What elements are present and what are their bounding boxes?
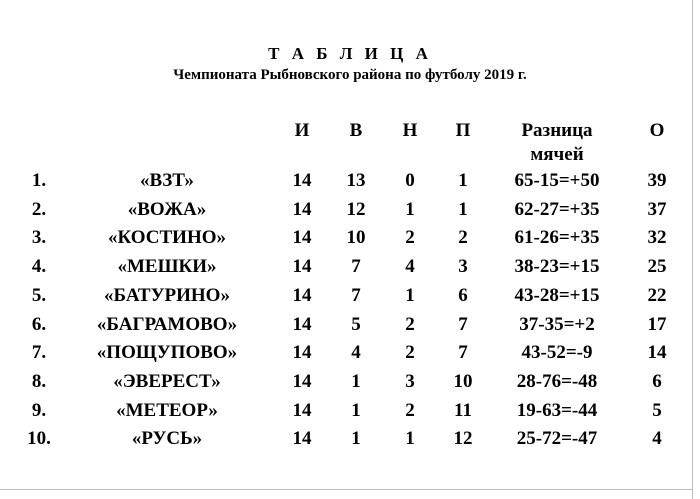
wins-count: 5: [351, 313, 361, 335]
losses-count: 6: [458, 284, 468, 306]
points-total: 17: [647, 313, 667, 335]
table-row: [0, 314, 700, 342]
team-name: «БАТУРИНО»: [104, 284, 230, 306]
losses-count: 2: [458, 227, 468, 249]
team-name: «БАГРАМОВО»: [96, 313, 238, 335]
team-name: «МЕШКИ»: [117, 256, 217, 278]
points-total: 6: [652, 370, 662, 392]
losses-count: 1: [458, 170, 468, 191]
table-title: Т А Б Л И Ц А: [268, 44, 432, 63]
goal-difference: 28-76=-48: [516, 370, 598, 392]
games-played: 14: [292, 428, 312, 450]
games-played: 14: [292, 370, 312, 392]
position-number: 3.: [31, 227, 47, 249]
goal-difference: 25-72=-47: [516, 428, 598, 450]
team-name: «КОСТИНО»: [107, 227, 227, 249]
losses-count: 12: [453, 428, 473, 450]
team-name: «МЕТЕОР»: [116, 399, 218, 421]
wins-count: 1: [351, 399, 361, 421]
position-number: 2.: [31, 198, 47, 220]
header-losses: П: [455, 120, 471, 141]
position-number: 4.: [31, 256, 47, 278]
goal-difference: 37-35=+2: [519, 313, 595, 335]
table-row: [0, 170, 700, 198]
wins-count: 12: [346, 198, 366, 220]
position-number: 7.: [31, 342, 47, 364]
losses-count: 3: [458, 256, 468, 278]
points-total: 25: [647, 256, 667, 278]
points-total: 5: [652, 399, 662, 421]
goal-difference: 38-23=+15: [514, 256, 600, 278]
draws-count: 2: [405, 399, 415, 421]
points-total: 37: [647, 198, 667, 220]
position-number: 8.: [31, 370, 47, 392]
table-row: [0, 400, 700, 428]
losses-count: 7: [458, 342, 468, 364]
table-row: [0, 428, 700, 456]
points-total: 32: [647, 227, 667, 249]
goal-difference: 43-52=-9: [521, 342, 593, 364]
draws-count: 1: [405, 198, 415, 220]
points-total: 39: [647, 170, 667, 191]
points-total: 22: [647, 284, 667, 306]
wins-count: 10: [346, 227, 366, 249]
draws-count: 2: [405, 227, 415, 249]
goal-difference: 61-26=+35: [514, 227, 600, 249]
losses-count: 7: [458, 313, 468, 335]
goal-difference: 43-28=+15: [514, 284, 600, 306]
losses-count: 1: [458, 198, 468, 220]
draws-count: 3: [405, 370, 415, 392]
wins-count: 7: [351, 284, 361, 306]
wins-count: 7: [351, 256, 361, 278]
team-name: «РУСЬ»: [131, 428, 203, 450]
goal-difference: 65-15=+50: [514, 170, 600, 191]
draws-count: 4: [405, 256, 415, 278]
games-played: 14: [292, 198, 312, 220]
points-total: 14: [647, 342, 667, 364]
table-row: [0, 371, 700, 399]
header-goal-diff-line2: мячей: [530, 144, 584, 165]
table-row: [0, 285, 700, 313]
header-draws: Н: [402, 120, 418, 141]
position-number: 6.: [31, 313, 47, 335]
games-played: 14: [292, 313, 312, 335]
draws-count: 2: [405, 342, 415, 364]
games-played: 14: [292, 256, 312, 278]
wins-count: 1: [351, 428, 361, 450]
team-name: «ВЗТ»: [140, 170, 194, 191]
draws-count: 2: [405, 313, 415, 335]
table-subtitle: Чемпионата Рыбновского района по футболу 2019 г.: [173, 67, 527, 83]
wins-count: 4: [351, 342, 361, 364]
games-played: 14: [292, 227, 312, 249]
losses-count: 11: [454, 399, 472, 421]
draws-count: 1: [405, 428, 415, 450]
draws-count: 1: [405, 284, 415, 306]
wins-count: 1: [351, 370, 361, 392]
draws-count: 0: [405, 170, 415, 191]
team-name: «ЭВЕРЕСТ»: [113, 370, 221, 392]
wins-count: 13: [346, 170, 366, 191]
team-name: «ПОЩУПОВО»: [96, 342, 238, 364]
games-played: 14: [292, 170, 312, 191]
position-number: 1.: [31, 170, 47, 191]
position-number: 5.: [31, 284, 47, 306]
losses-count: 10: [453, 370, 473, 392]
games-played: 14: [292, 399, 312, 421]
table-row: [0, 227, 700, 255]
table-row: [0, 199, 700, 227]
header-games: И: [294, 120, 310, 141]
games-played: 14: [292, 284, 312, 306]
table-row: [0, 342, 700, 370]
games-played: 14: [292, 342, 312, 364]
table-row: [0, 256, 700, 284]
team-name: «ВОЖА»: [127, 198, 207, 220]
header-points: О: [649, 120, 665, 141]
header-wins: В: [349, 120, 363, 141]
points-total: 4: [652, 428, 662, 450]
page-edge-bottom: [0, 489, 693, 490]
header-goal-diff-line1: Разница: [521, 120, 593, 141]
goal-difference: 19-63=-44: [516, 399, 598, 421]
goal-difference: 62-27=+35: [514, 198, 600, 220]
position-number: 9.: [31, 399, 47, 421]
position-number: 10.: [27, 428, 51, 450]
